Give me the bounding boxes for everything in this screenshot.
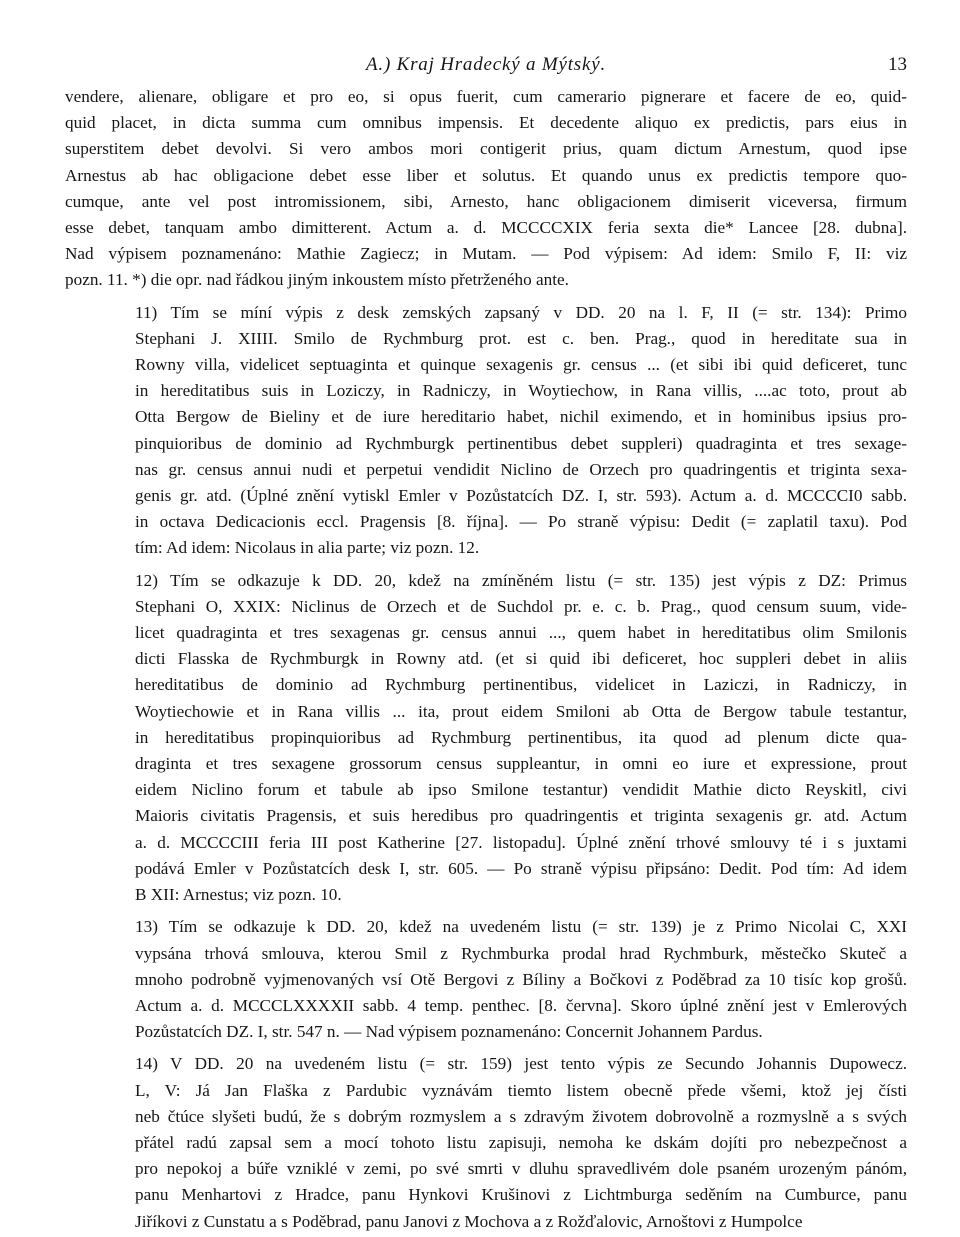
text-line: a. d. MCCCCIII feria III post Katherine [27. listopadu]. Úplné znění trhové smlouvy té i s juxtami [135, 832, 907, 852]
text-line: pinquioribus de dominio ad Rychmburgk pertinentibus debet suppleri) quadraginta et tres sexage- [135, 433, 907, 453]
running-title: A.) Kraj Hradecký a Mýtský. [365, 54, 607, 75]
text-line: esse debet, tanquam ambo dimitterent. Actum a. d. MCCCCXIX feria sexta die* Lancee [28. dubna]. [65, 218, 907, 238]
text-line: Stephani O, XXIX: Niclinus de Orzech et de Suchdol pr. e. c. b. Prag., quod censum suum, vide- [135, 596, 907, 616]
text-line: licet quadraginta et tres sexagenas gr. census annui ..., quem habet in hereditatibus olim Smilonis [135, 623, 907, 643]
text-line: Arnestus ab hac obligacione debet esse liber et solutus. Et quando unus ex predictis tempore quo- [65, 165, 907, 185]
text-line: Jiříkovi z Cunstatu a s Poděbrad, panu Janovi z Mochova a z Rožďalovic, Arnoštovi z Humpolce [135, 1211, 803, 1231]
text-line: vendere, alienare, obligare et pro eo, si opus fuerit, cum camerario pignerare et facere de eo, quid- [65, 87, 907, 106]
text-line: eidem Niclino forum et tabule ab ipso Smilone testantur) vendidit Mathie dicto Reyskitl, civi [135, 780, 907, 800]
page [65, 54, 907, 1235]
text-line: hereditatibus de dominio ad Rychmburg pertinentibus, videlicet in Laziczi, in Radniczy, in [135, 675, 907, 695]
text-line: přátel radú zapsal sem a mocí tohoto listu zapisuji, nemoha ke dskám dojíti pro nebezpečnost a [135, 1132, 907, 1152]
text-line: quid placet, in dicta summa cum omnibus impensis. Et decedente aliquo ex predictis, pars eius in [65, 113, 907, 133]
text-line: neb čtúce slyšeti budú, že s dobrým rozmyslem a s zdravým životem dobrovolně a rozmyslně a s svých [135, 1106, 907, 1126]
text-line: Nad výpisem poznamenáno: Mathie Zagiecz; in Mutam. — Pod výpisem: Ad idem: Smilo F, II: viz [65, 244, 907, 264]
page-number: 13 [888, 54, 907, 75]
text-line: 13) Tím se odkazuje k DD. 20, kdež na uvedeném listu (= str. 139) je z Primo Nicolai C, XXI [135, 917, 907, 937]
running-header [65, 54, 907, 84]
text-line: dicti Flasska de Rychmburgk in Rowny atd. (et si quid ibi deficeret, hoc suppleri debet in aliis [135, 649, 907, 669]
text-line: cumque, ante vel post intromissionem, sibi, Arnesto, hanc obligacionem dimiserit viceversa, firmum [65, 191, 907, 211]
text-line: pozn. 11. *) die opr. nad řádkou jiným inkoustem místo přetrženého ante. [65, 270, 569, 290]
text-line: panu Menhartovi z Hradce, panu Hynkovi Krušinovi z Lichtmburga seděním na Cumburce, panu [135, 1185, 907, 1205]
text-line: Otta Bergow de Bieliny et de iure hereditario habet, nichil eximendo, et in hominibus ipsius pro- [135, 407, 907, 427]
text-line: genis gr. atd. (Úplné znění vytiskl Emler v Pozůstatcích DZ. I, str. 593). Actum a. d. MCCCCI0 sabb. [135, 486, 907, 506]
text-line: Rowny villa, videlicet septuaginta et quinque sexagenis gr. census ... (et sibi ibi quid deficeret, tunc [135, 355, 907, 375]
text-line: tím: Ad idem: Nicolaus in alia parte; viz pozn. 12. [135, 538, 480, 558]
text-line: Maioris civitatis Pragensis, et suis heredibus pro quadringentis et triginta sexagenis gr. atd. Actum [135, 806, 907, 826]
footnote-note-14 [65, 1051, 907, 1234]
footnote-note-12 [65, 568, 907, 909]
text-line: superstitem debet devolvi. Si vero ambos mori contigerit prius, quam dictum Arnestum, quod ipse [65, 139, 907, 159]
text-line: nas gr. census annui nudi et perpetui vendidit Niclino de Orzech pro quadringentis et triginta sexa- [135, 459, 907, 479]
text-line: draginta et tres sexagene grossorum census suppleantur, in omni eo iure et expressione, prout [135, 754, 907, 774]
paragraph-continuation [65, 84, 907, 294]
text-line: Stephani J. XIIII. Smilo de Rychmburg prot. est c. ben. Prag., quod in hereditate sua in [135, 328, 907, 348]
text-line: podává Emler v Pozůstatcích desk I, str. 605. — Po straně výpisu připsáno: Dedit. Pod tím: Ad idem [135, 858, 907, 878]
text-line: pro nepokoj a búře vzniklé v zemi, po své smrti v dluhu spravedlivém dole psaném urozeným pánóm, [135, 1159, 907, 1179]
footnote-note-11 [65, 300, 907, 562]
text-line: vypsána trhová smlouva, kterou Smil z Rychmburka prodal hrad Rychmburk, městečko Skuteč a [135, 943, 907, 963]
text-line: Woytiechowie et in Rana villis ... ita, prout eidem Smiloni ab Otta de Bergow tabule testantur, [135, 701, 907, 721]
text-line: in hereditatibus suis in Loziczy, in Radniczy, in Woytiechow, in Rana villis, ....ac toto, prout ab [135, 381, 907, 401]
text-line: L, V: Já Jan Flaška z Pardubic vyznávám tiemto listem obecně přede všemi, ktož jej čísti [135, 1080, 907, 1100]
text-line: 12) Tím se odkazuje k DD. 20, kdež na zmíněném listu (= str. 135) jest výpis z DZ: Primus [135, 570, 907, 590]
footnote-note-13 [65, 914, 907, 1045]
text-line: in octava Dedicacionis eccl. Pragensis [8. října]. — Po straně výpisu: Dedit (= zaplatil taxu). Pod [135, 512, 907, 532]
text-line: in hereditatibus propinquioribus ad Rychmburg pertinentibus, ita quod ad plenum dicte qua- [135, 727, 907, 747]
text-line: Pozůstatcích DZ. I, str. 547 n. — Nad výpisem poznamenáno: Concernit Johannem Pardus. [135, 1022, 763, 1042]
text-line: B XII: Arnestus; viz pozn. 10. [135, 885, 342, 905]
body-text [65, 84, 907, 1235]
text-line: 11) Tím se míní výpis z desk zemských zapsaný v DD. 20 na l. F, II (= str. 134): Primo [135, 302, 907, 322]
text-line: 14) V DD. 20 na uvedeném listu (= str. 159) jest tento výpis ze Secundo Johannis Dupowecz. [135, 1054, 907, 1074]
text-line: mnoho podrobně vyjmenovaných vsí Otě Bergovi z Bíliny a Bočkovi z Poděbrad za 10 tisíc kop grošů. [135, 969, 907, 989]
text-line: Actum a. d. MCCCLXXXXII sabb. 4 temp. penthec. [8. června]. Skoro úplné znění jest v Emlerových [135, 995, 907, 1015]
